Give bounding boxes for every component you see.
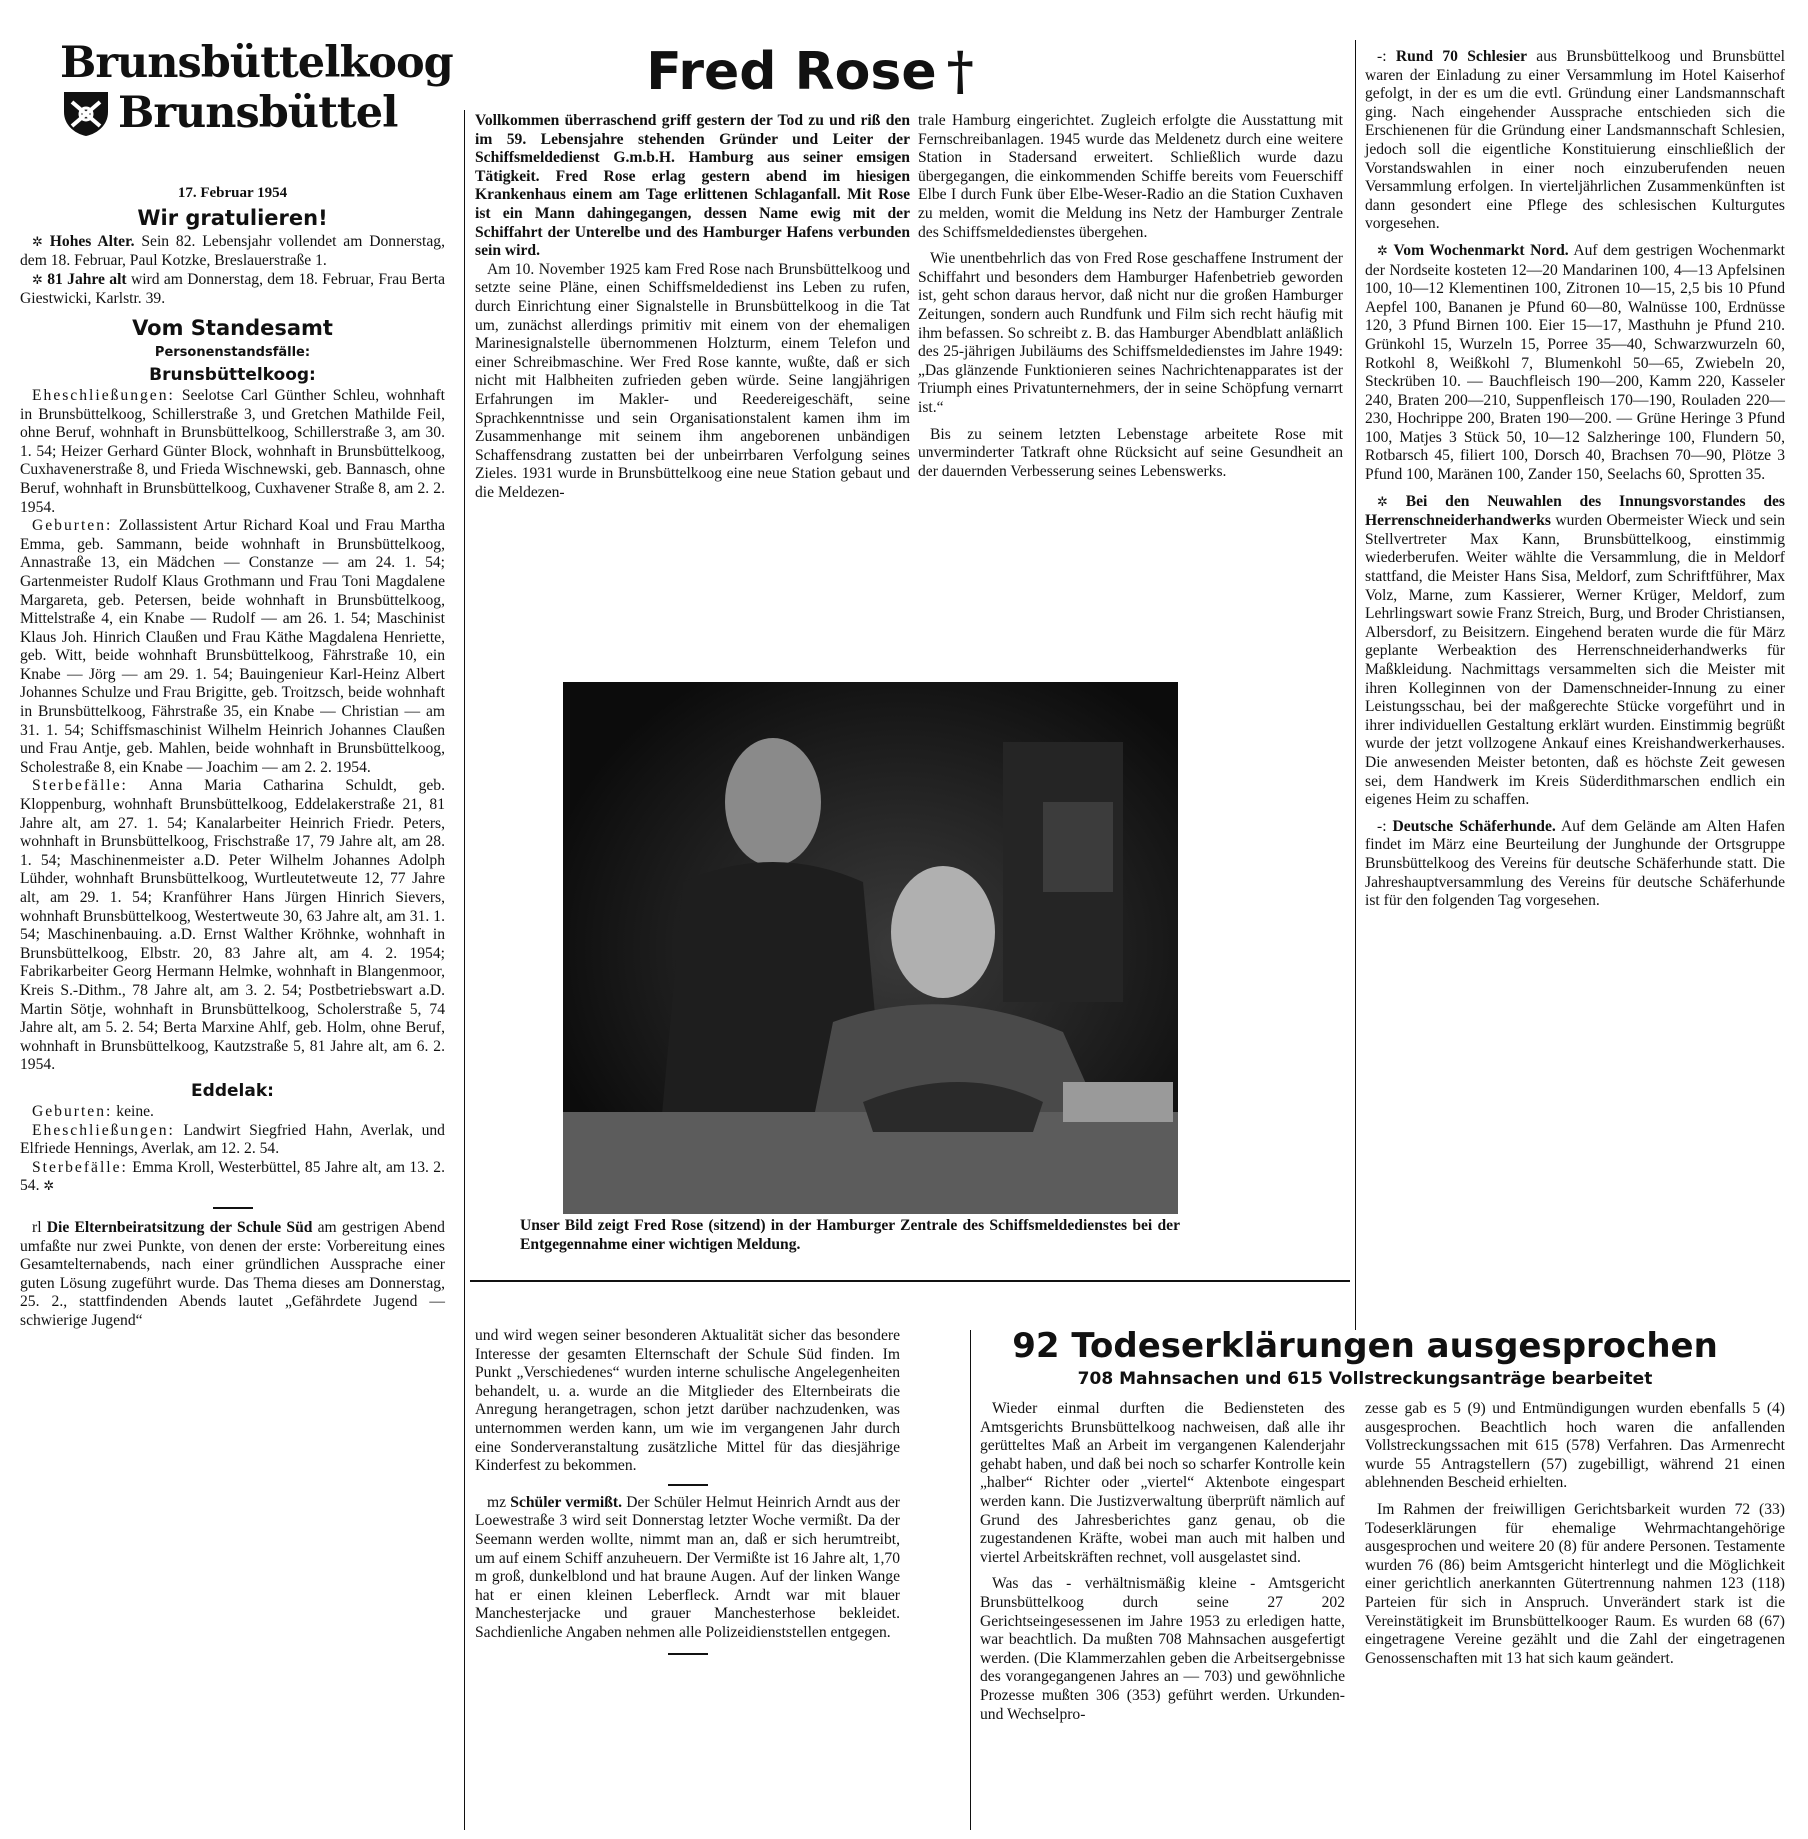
rose-lead: Vollkommen überraschend griff gestern der Tod zu und riß den im 59. Lebensjahre stehenden Gründer und Leiter der Schiffsmeldedienst G.m.b.H. Hamburg aus seiner emsigen Tätigkeit. Fred Rose erlag gestern abend im hiesigen Krankenhaus einem am Tage erlittenen Schlaganfall. Mit Rose ist ein Mann dahingegangen, dessen Name ewig mit der Schiffahrt der Unterelbe und des Hamburger Hafens verbunden sein wird. xyxy=(475,112,910,260)
star-icon: ✲ xyxy=(1377,243,1388,259)
photo-image xyxy=(563,682,1178,1214)
rose-paragraph: Bis zu seinem letzten Lebenstage arbeitete Rose mit unverminderter Tatkraft ohne Rücksicht auf seine Gesundheit an der dauernden Verbesserung seines Lebenswerks. xyxy=(918,425,1343,480)
todes-paragraph: Wieder einmal durften die Bediensteten des Amtsgerichts Brunsbüttelkoog nachweisen, daß alle ihr gerütteltes Maß an Arbeit im vergangenen Kalenderjahr gehabt haben, und daß bei noch so scharfer Kontrolle kein „halber“ Richter oder „viertel“ Aktenbote eingespart werden kann. Die Justizverwaltung überprüft nämlich auf Grund des Jahresberichtes ganz genau, ob die zugestandenen Kräfte, wobei man auch mit halben und viertel Arbeitskräften rechnet, voll ausgelastet sind. xyxy=(980,1400,1345,1566)
headline xyxy=(470,40,1150,104)
rose-paragraph: Wie unentbehrlich das von Fred Rose geschaffene Instrument der Schiffahrt und besonders dem Hamburger Hafenbetrieb geworden ist, geht schon daraus hervor, daß nicht nur die großen Hamburger Zeitungen, sondern auch Rundfunk und Film sich recht häufig mit ihm befassen. So schreibt z. B. das Hamburger Abendblatt anläßlich des 25-jährigen Jubiläums des Schiffsmeldedienstes im Jahre 1949: „Das glänzende Funktionieren seines Nachrichtenapparates ist der Triumph eines Privatunternehmers, der in seine Schöpfung vernarrt ist.“ xyxy=(918,250,1343,416)
rose-paragraph: Am 10. November 1925 kam Fred Rose nach Brunsbüttelkoog und setzte seine Pläne, einen Schiffsmeldedienst ins Leben zu rufen, durch Einrichtung einer Signalstelle in Brunsbüttelkoog in die Tat um, zunächst allerdings primitiv mit einem von der ehemaligen Marinesignalstelle übernommenen Holzturm, einem Telefon und einer Schreibmaschine. Wer Fred Rose kannte, wußte, daß er sich nicht mit Halbheiten zufrieden geben würde. Seine langjährigen Erfahrungen im Makler- und Reedereigeschäft, seine Sprachkenntnisse und sein Organisationstalent kamen ihm im Zusammenhange mit seinem ihm angeborenen unbändigen Schaffensdrang zustatten bei der unbeirrbaren Verfolgung seines Zieles. 1931 wurde in Brunsbüttelkoog eine neue Station gebaut und die Meldezen- xyxy=(475,260,910,501)
todes-column-a xyxy=(980,1400,1345,1724)
congrats-heading: Wir gratulieren! xyxy=(137,205,328,230)
star-icon: ✲ xyxy=(32,272,43,288)
star-icon: ✲ xyxy=(1377,494,1388,510)
column-left: 17. Februar 1954 Wir gratulieren! ✲ Hohes Alter. Sein 82. Lebensjahr vollendet am Donnerstag, dem 18. Februar, Paul Kotzke, Breslauerstraße 1. ✲ 81 Jahre alt wird am Donnerstag, dem 18. Februar, Frau Berta Giestwicki, Karlstr. 39. Vom Standesamt Personenstandsfälle: Brunsbüttelkoog: Eheschließungen: Seelotse Carl Günther Schleu, wohnhaft in Brunsbüttelkoog, Schillerstraße 3, und Gretchen Mathilde Feil, ohne Beruf, wohnhaft in Brunsbüttelkoog, Schillerstraße 3, am 30. 1. 54; Heizer Gerhard Günter Block, wohnhaft in Brunsbüttelkoog, Cuxhavenerstraße 8, und Frieda Wischnewski, geb. Bannasch, ohne Beruf, wohnhaft in Brunsbüttelkoog, Cuxhavener Straße 8, am 2. 2. 1954. Geburten: Zollassistent Artur Richard Koal und Frau Martha Emma, geb. Sammann, beide wohnhaft in Brunsbüttelkoog, Annastraße 13, ein Mädchen — Constanze — am 24. 1. 54; Gartenmeister Rudolf Klaus Grothmann und Frau Toni Magdalene Margareta, geb. Petersen, beide wohnhaft in Brunsbüttelkoog, Mittelstraße 4, ein Knabe — Rudolf — am 26. 1. 54; Maschinist Klaus Joh. Hinrich Claußen und Frau Käthe Magdalena Henriette, geb. Witt, beide wohnhaft Brunsbüttelkoog, Fährstraße 10, ein Knabe — Jörg — am 29. 1. 54; Bauingenieur Karl-Heinz Albert Johannes Schulze und Frau Brigitte, geb. Troitzsch, beide wohnhaft in Brunsbüttelkoog, Fährstraße 35, ein Knabe — Christian — am 31. 1. 54; Schiffsmaschinist Wilhelm Heinrich Johannes Claußen und Frau Antje, geb. Mahlen, beide wohnhaft in Brunsbüttelkoog, Scholestraße 8, ein Knabe — Joachim — am 2. 2. 1954. Sterbefälle: Anna Maria Catharina Schuldt, geb. Kloppenburg, wohnhaft Brunsbüttelkoog, Eddelakerstraße 21, 81 Jahre alt, am 27. 1. 54; Kanalarbeiter Heinrich Friedr. Peters, wohnhaft in Brunsbüttelkoog, Frischstraße 17, 79 Jahre alt, am 28. 1. 54; Maschinenmeister a.D. Peter Wilhelm Johannes Adolph Lühder, wohnhaft Brunsbüttelkoog, Wurtleutetweute 12, 77 Jahre alt, am 29. 1. 54; Kranführer Hans Jürgen Hinrich Sievers, wohnhaft Brunsbüttelkoog, Westertweute 30, 63 Jahre alt, am 31. 1. 54; Maschinenbauing. a.D. Ernst Walther Kröhnke, wohnhaft in Brunsbüttelkoog, Elbstr. 20, 83 Jahre alt, am 4. 2. 1954; Fabrikarbeiter Georg Hermann Helmke, wohnhaft in Blangenmoor, Kreis S.-Dithm., 78 Jahre alt, am 3. 2. 54; Postbetriebswart a.D. Martin Sötje, wohnhaft in Brunsbüttelkoog, Scholerstraße 5, 74 Jahre alt, am 5. 2. 54; Berta Marxine Ahlf, geb. Holm, ohne Beruf, wohnhaft in Brunsbüttelkoog, Kautzstraße 5, 81 Jahre alt, am 6. 2. 1954. Eddelak: Geburten: keine. Eheschließungen: Landwirt Siegfried Hahn, Averlak, und Elfriede Hennings, Averlak, am 12. 2. 54. Sterbefälle: Emma Kroll, Westerbüttel, 85 Jahre alt, am 13. 2. 54. ✲ rl Die Elternbeiratsitzung der Schule Süd am gestrigen Abend umfaßte nur zwei Punkte, von denen der erste: Vorbereitung eines Gesamtelternabends, nach einer gründlichen Aussprache einer guten Lösung zugeführt wurde. Das Thema dieses am Donnerstag, 25. 2., stattfindenden Abends lautet „Gefährdete Jugend — schwierige Jugend“ xyxy=(20,185,446,1329)
column-right: -: Rund 70 Schlesier aus Brunsbüttelkoog und Brunsbüttel waren der Einladung zu einer Versammlung im Hotel Kaiserhof gefolgt, in der es um die evtl. Gründung einer Landsmannschaft ging. Nach eingehender Aussprache entschieden sich die Erschienenen für die Gründung einer Landsmannschaft Schlesien, jedoch soll die eigentliche Konstituierung einschließlich der Vorstandswahlen in einer noch einzuberufenden neuen Versammlung erfolgen. In vierteljährlichen Zusammenkünften ist dann gesondert eine Pflege des schlesischen Kulturgutes vorgesehen. ✲ Vom Wochenmarkt Nord. Auf dem gestrigen Wochenmarkt der Nordseite kosteten 12—20 Mandarinen 100, 4—13 Apfelsinen 100, 10—12 Klementinen 100, Zitronen 10—15, 2,5 bis 10 Pfund Aepfel 100, Bananen je Pfund 60—80, Walnüsse 100, Erdnüsse 120, 3 Pfund Birnen 100. Eier 15—17, Masthuhn je Pfund 210. Grünkohl 15, Wurzeln 15, Porree 35—40, Schwarzwurzeln 60, Rotkohl 8, Weißkohl 7, Blumenkohl 50—65, Zwiebeln 20, Steckrüben 10. — Bauchfleisch 190—200, Kamm 220, Kasseler 240, Braten 200—210, Suppenfleisch 170—190, Rouladen 220—230, Hochrippe 200, Braten 190—200. — Grüne Heringe 3 Pfund 100, Matjes 3 Stück 50, 10—12 Salzheringe 100, Flundern 50, Rotbarsch 45, filiert 100, Dorsch 40, Brachsen 70—90, Plötze 3 Pfund 100, Maränen 100, Zander 150, Seelachs 60, Sprotten 35. ✲ Bei den Neuwahlen des Innungsvorstandes des Herrenschneiderhandwerks wurden Obermeister Wieck und sein Stellvertreter Max Kann, Brunsbüttelkoog, einstimmig wiederberufen. Weiter wählte die Versammlung, die in Meldorf stattfand, die Meister Hans Sisa, Meldorf, zum Schriftführer, Max Volz, Marne, zum Kassierer, Werner Krüger, Meldorf, zum Lehrlingswart sowie Franz Streich, Burg, und Broder Christiansen, Albersdorf, zu Beisitzern. Eingehend beraten wurde die für März geplante Werbeaktion des Herrenschneiderhandwerks für Maßkleidung. Nachmittags versammelten sich die Meister mit ihren Kolleginnen von der Damenschneider-Innung zu einer Leistungsschau, bei der maßgerechte Stücke vorgeführt und in ihrer individuellen Gestaltung erklärt wurden. Einstimmig begrüßt wurde der jetzt vollzogene Ankauf eines Kreishandwerkerhauses. Die anwesenden Meister betonten, daß es höchste Zeit gewesen sei, dem Handwerk im Kreis Süderdithmarschen endlich ein eigenes Heim zu schaffen. -: Deutsche Schäferhunde. Auf dem Gelände am Alten Hafen findet im März eine Beurteilung der Junghunde der Ortsgruppe Brunsbüttelkoog des Vereins für deutsche Schäferhunde statt. Die Jahreshauptversammlung des Vereins für deutsche Schäferhunde ist für den folgenden Tag vorgesehen. xyxy=(1365,48,1786,910)
place-heading: Brunsbüttelkoog: xyxy=(149,364,316,385)
column-divider xyxy=(970,1330,971,1830)
coat-of-arms-icon xyxy=(60,88,112,138)
column-divider xyxy=(1355,40,1356,1330)
standesamt-heading: Vom Standesamt xyxy=(132,315,333,340)
todes-paragraph: Im Rahmen der freiwilligen Gerichtsbarkeit wurden 72 (33) Todeserklärungen für ehemalige Wehrmachtangehörige ausgesprochen und weitere 20 (8) für andere Personen. Testamente wurden 76 (86) beim Amtsgericht hinterlegt und die Möglichkeit einer gerichtlich anerkannten Gütertrennung nahmen 123 (118) Parteien für sich in Anspruch. Unverändert stark ist die Vereinstätigkeit im Brunsbüttelkooger Raum. Es wurden 68 (67) eingetragene Vereine gezählt und die Zahl der eingetragenen Genossenschaften mit 13 hat sich kaum geändert. xyxy=(1365,1500,1785,1667)
star-icon: ✲ xyxy=(43,1179,55,1195)
rose-column-b xyxy=(918,112,1343,481)
cross-icon: † xyxy=(946,41,974,102)
place-heading: Eddelak: xyxy=(191,1080,274,1101)
todes-subheadline: 708 Mahnsachen und 615 Vollstreckungsanträge bearbeitet xyxy=(1077,1369,1653,1389)
photo-fred-rose xyxy=(563,682,1178,1214)
todes-headline: 92 Todeserklärungen ausgesprochen xyxy=(1012,1326,1718,1366)
issue-date: 17. Februar 1954 xyxy=(177,185,288,201)
section-divider xyxy=(470,1280,1350,1282)
rose-column-a xyxy=(475,112,910,502)
standesamt-subheading: Personenstandsfälle: xyxy=(154,344,311,360)
todes-paragraph: zesse gab es 5 (9) und Entmündigungen wurden ebenfalls 5 (4) ausgesprochen. Beachtlich hoch waren die anfallenden Vollstreckungssachen mit 615 (578) Verfahren. Das Armenrecht wurde 55 Antragstellern (57) zugebilligt, während 21 einen ablehnenden Bescheid erhielten. xyxy=(1365,1400,1785,1492)
column-divider xyxy=(464,110,465,1830)
photo-caption: Unser Bild zeigt Fred Rose (sitzend) in der Hamburger Zentrale des Schiffsmeldedienstes bei der Entgegennahme einer wichtigen Meldung. xyxy=(520,1217,1180,1253)
todes-column-b xyxy=(1365,1400,1785,1668)
todes-paragraph: Was das - verhältnismäßig kleine - Amtsgericht Brunsbüttelkoog durch seine 27 202 Gerichtseingesessenen im Jahre 1953 zu erledigen hatte, war beachtlich. Da mußten 708 Mahnsachen ausgefertigt werden. (Die Klammerzahlen geben die Arbeitsergebnisse des vorangegangenen Jahres an — 703) und gewöhnliche Prozesse mußten 306 (353) geführt werden. Urkunden- und Wechselpro- xyxy=(980,1575,1345,1723)
column-middle-lower: und wird wegen seiner besonderen Aktualität sicher das besondere Interesse der gesamten Elternschaft der Schule Süd finden. Im Punkt „Verschiedenes“ wurden interne schulische Angelegenheiten behandelt, u. a. wurde an die Mitglieder des Elternbeirats die Anregung herangetragen, schon jetzt darüber nachzudenken, was unternommen werden kann, um wie im vergangenen Jahr durch eine Sonderveranstaltung zusätzliche Mittel für das diesjährige Kinderfest zu bekommen. mz Schüler vermißt. Der Schüler Helmut Heinrich Arndt aus der Loewestraße 3 wird seit Donnerstag letzter Woche vermißt. Da der Seemann werden wollte, nimmt man an, daß er sich herumtreibt, um auf einem Schiff anzuheuern. Der Vermißte ist 16 Jahre alt, 1,70 m groß, dunkelblond und hat braune Augen. Auf der linken Wange hat er einen kleinen Leberfleck. Arndt war mit blauer Manchesterjacke und grauer Manchesterhose bekleidet. Sachdienliche Angaben nehmen alle Polizeidienststellen entgegen. xyxy=(475,1327,900,1655)
headline-title: Fred Rose xyxy=(646,42,937,102)
eltern-continuation: und wird wegen seiner besonderen Aktualität sicher das besondere Interesse der gesamten Elternschaft der Schule Süd finden. Im Punkt „Verschiedenes“ wurden interne schulische Angelegenheiten behandelt, u. a. wurde an die Mitglieder des Elternbeirats die Anregung herangetragen, schon jetzt darüber nachzudenken, was unternommen werden kann, um wie im vergangenen Jahr durch eine Sonderveranstaltung zusätzliche Mittel für das diesjährige Kinderfest zu bekommen. xyxy=(475,1327,900,1475)
masthead-line2: Brunsbüttel xyxy=(118,88,398,138)
star-icon: ✲ xyxy=(32,234,43,250)
rose-paragraph: trale Hamburg eingerichtet. Zugleich erfolgte die Ausstattung mit Fernschreibanlagen. 1945 wurde das Meldenetz durch eine weitere Station in Stadersand erweitert. Schließlich wurde dazu übergegangen, die einkommenden Schiffe bereits vom Feuerschiff Elbe I durch Funk über Elbe-Weser-Radio an die Station Cuxhaven zu melden, womit die Meldung ins Netz der Hamburger Zentrale des Schiffsmeldedienstes übergehen. xyxy=(918,112,1343,241)
masthead-line1: Brunsbüttelkoog xyxy=(60,38,453,88)
divider xyxy=(668,1484,708,1486)
masthead xyxy=(60,38,453,148)
divider xyxy=(668,1653,708,1655)
divider xyxy=(213,1207,253,1209)
